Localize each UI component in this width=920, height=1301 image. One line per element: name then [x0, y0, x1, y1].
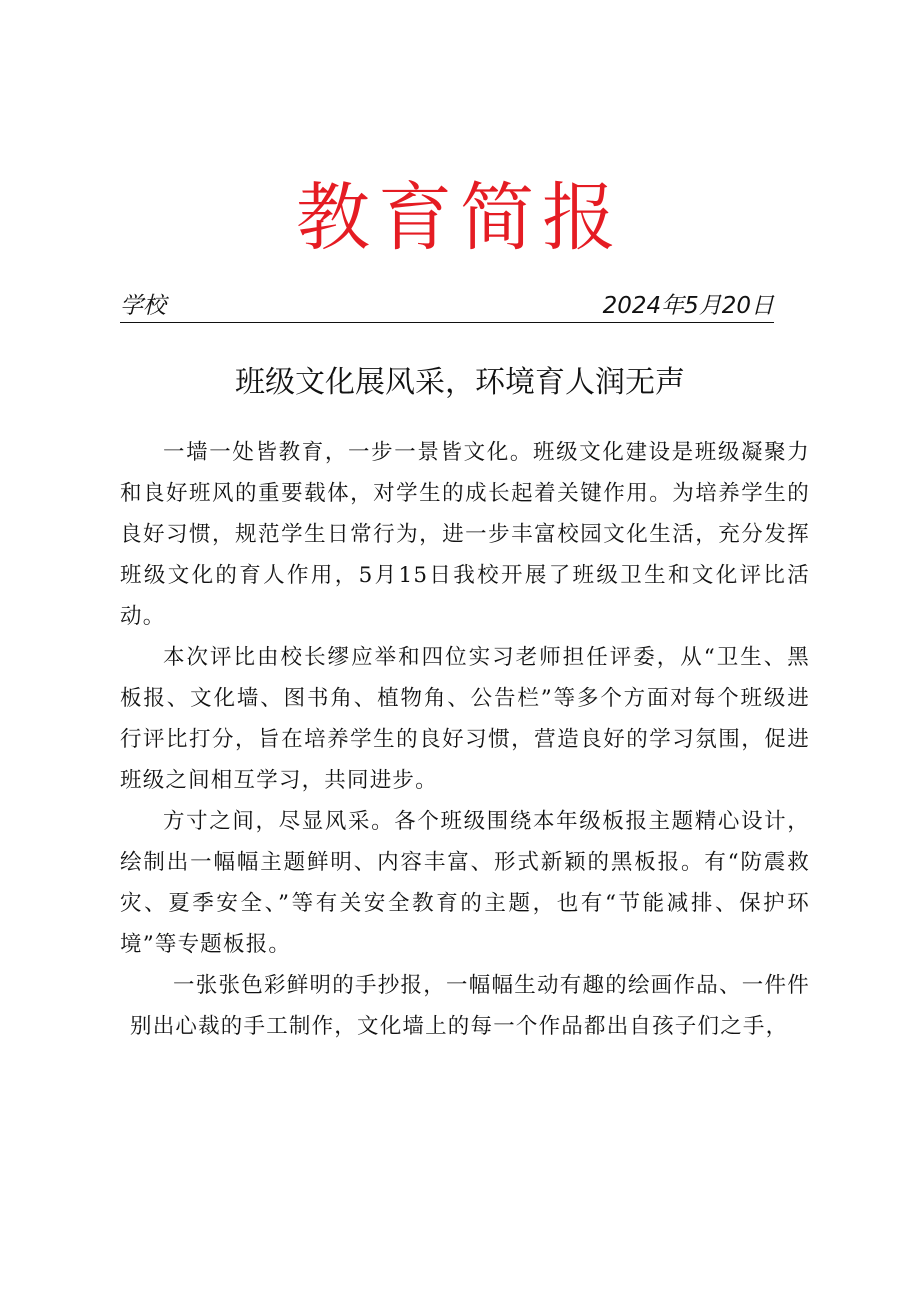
issue-date: 2024年5月20日 — [602, 293, 774, 319]
paragraph-3: 方寸之间，尽显风采。各个班级围绕本年级板报主题精心设计，绘制出一幅幅主题鲜明、内容丰富、形式新颖的黑板报。有“防震救灾、夏季安全、”等有关安全教育的主题，也有“节能减排、保护环境”等专题板报。 — [120, 809, 810, 957]
paragraph-1: 一墙一处皆教育，一步一景皆文化。班级文化建设是班级凝聚力和良好班风的重要载体，对学生的成长起着关键作用。为培养学生的良好习惯，规范学生日常行为，进一步丰富校园文化生活，充分发挥班级文化的育人作用，5月15日我校开展了班级卫生和文化评比活动。 — [120, 440, 810, 629]
paragraph-2: 本次评比由校长缪应举和四位实习老师担任评委，从“卫生、黑板报、文化墙、图书角、植物角、公告栏”等多个方面对每个班级进行评比打分，旨在培养学生的良好习惯，营造良好的学习氛围，促进班级之间相互学习，共同进步。 — [120, 645, 810, 793]
article-body — [120, 432, 810, 1047]
school-label: 学校 — [120, 293, 166, 319]
header-info-line — [120, 290, 774, 323]
paragraph-4: 一张张色彩鲜明的手抄报，一幅幅生动有趣的绘画作品、一件件别出心裁的手工制作，文化墙上的每一个作品都出自孩子们之手， — [130, 973, 810, 1039]
article-title: 班级文化展风采，环境育人润无声 — [235, 365, 685, 400]
masthead-title: 教育简报 — [296, 175, 624, 261]
